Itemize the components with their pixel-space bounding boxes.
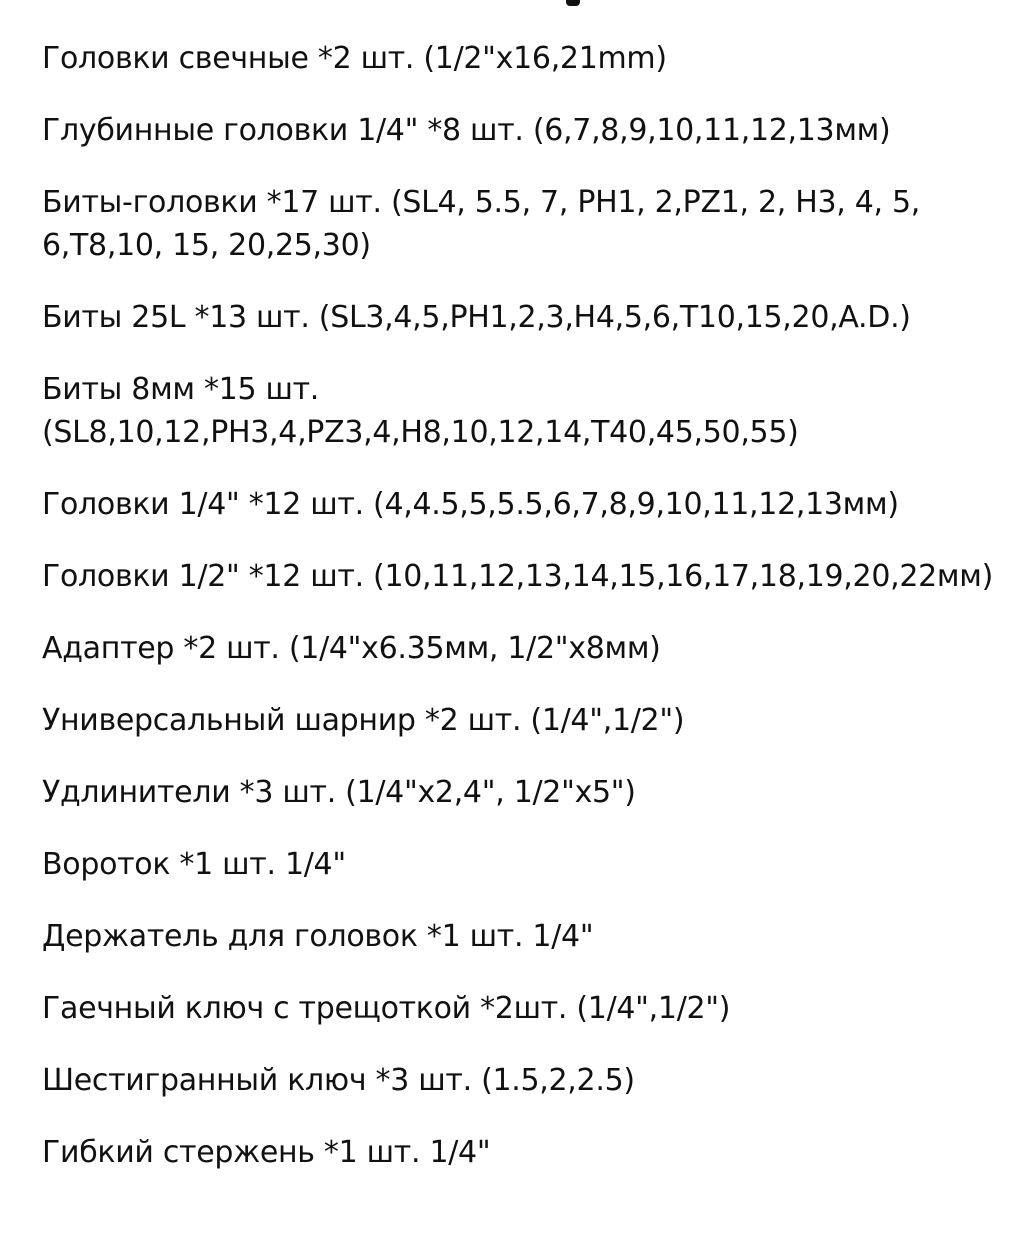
list-item-adapter: Адаптер *2 шт. (1/4"x6.35мм, 1/2"x8мм): [42, 631, 661, 666]
list-item-spark-plug-sockets: Головки свечные *2 шт. (1/2"x16,21mm): [42, 41, 667, 76]
list-item-extensions: Удлинители *3 шт. (1/4"x2,4", 1/2"x5"): [42, 775, 636, 810]
list-item-sockets-half: Головки 1/2" *12 шт. (10,11,12,13,14,15,16,17,18,19,20,22мм): [42, 559, 993, 594]
list-item-bits-8mm: Биты 8мм *15 шт. (SL8,10,12,PH3,4,PZ3,4,H8,10,12,14,T40,45,50,55): [42, 372, 799, 450]
tool-set-contents-list: [42, 37, 1002, 1203]
list-item-hex-key: Шестигранный ключ *3 шт. (1.5,2,2.5): [42, 1063, 635, 1098]
list-item-flexible-shaft: Гибкий стержень *1 шт. 1/4": [42, 1135, 491, 1170]
list-item-universal-joint: Универсальный шарнир *2 шт. (1/4",1/2"): [42, 703, 685, 738]
list-item-sockets-quarter: Головки 1/4" *12 шт. (4,4.5,5,5.5,6,7,8,9,10,11,12,13мм): [42, 487, 899, 522]
list-item-bit-sockets: Биты-головки *17 шт. (SL4, 5.5, 7, PH1, 2,PZ1, 2, H3, 4, 5, 6,T8,10, 15, 20,25,30): [42, 185, 921, 263]
list-item-t-handle: Вороток *1 шт. 1/4": [42, 847, 346, 882]
list-item-deep-sockets: Глубинные головки 1/4" *8 шт. (6,7,8,9,10,11,12,13мм): [42, 113, 891, 148]
list-item-socket-holder: Держатель для головок *1 шт. 1/4": [42, 919, 594, 954]
cropped-heading-fragment: [566, 0, 580, 6]
list-item-ratchet-wrench: Гаечный ключ с трещоткой *2шт. (1/4",1/2"): [42, 991, 731, 1026]
list-item-bits-25l: Биты 25L *13 шт. (SL3,4,5,PH1,2,3,H4,5,6,T10,15,20,A.D.): [42, 300, 911, 335]
